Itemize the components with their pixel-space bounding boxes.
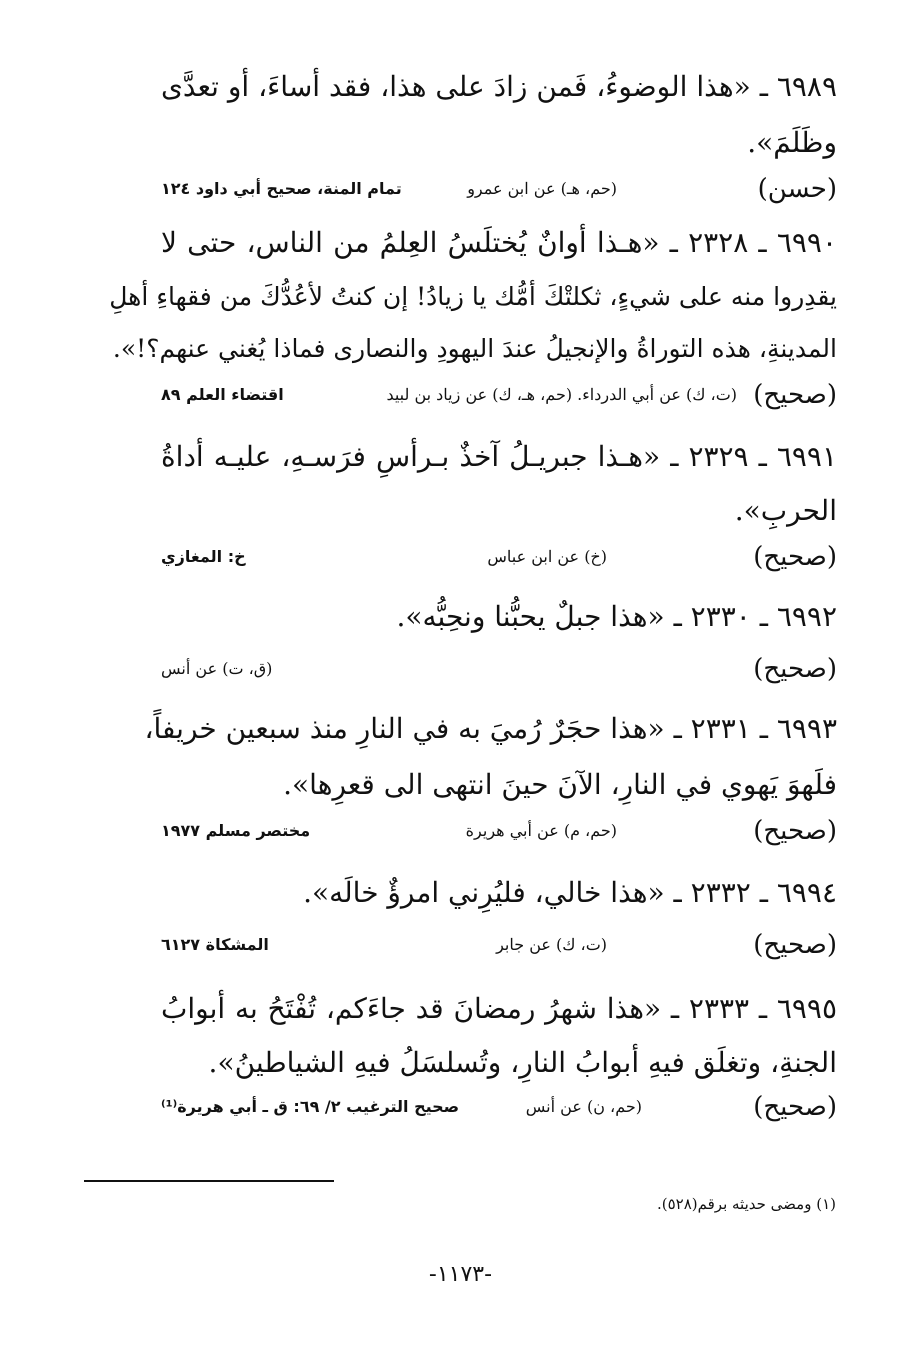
hadith-source-row [161,814,837,848]
hadith-source-row [161,1090,837,1124]
hadith-text-line: ٦٩٩٢ ـ ٢٣٣٠ ـ «هذا جبلٌ يحبُّنا ونحِبُّه». [396,600,837,633]
grade-label: ( صحيح ) [753,652,837,686]
hadith-entry-6991 [161,440,837,580]
narrator-source: (ت، ك) عن جابر [496,935,607,954]
hadith-entry-6990 [109,226,837,416]
hadith-source-row [161,172,837,206]
hadith-entry-6993 [144,712,837,852]
hadith-text-line: ٦٩٨٩ ـ «هذا الوضوءُ، فَمن زادَ على هذا، فقد أساءَ، أو تعدَّى [161,70,837,103]
hadith-text-line: فلَهوَ يَهوي في النارِ، الآنَ حينَ انتهى الى قعرِها». [283,768,837,801]
grade-label: ( صحيح ) [753,378,837,412]
hadith-entry-6992 [161,600,837,690]
hadith-source-row [161,378,837,412]
hadith-text-line: يقدِروا منه على شيءٍ، ثكلتْكَ أمُّك يا زيادُ! إن كنتُ لأعُدُّكَ من فقهاءِ أهلِ [109,282,837,311]
hadith-text-line: ٦٩٩٤ ـ ٢٣٣٢ ـ «هذا خالي، فليُرِني امرؤٌ خالَه». [303,876,837,909]
narrator-source: (خ) عن ابن عباس [487,547,607,566]
verification-reference: اقتضاء العلم ٨٩ [161,385,284,404]
verification-reference: تمام المنة، صحيح أبي داود ١٢٤ [161,179,402,198]
grade-label: ( صحيح ) [753,814,837,848]
narrator-source: (حم، م) عن أبي هريرة [465,821,617,840]
grade-label: ( صحيح ) [753,1090,837,1124]
hadith-text-line: ٦٩٩٣ ـ ٢٣٣١ ـ «هذا حجَرٌ رُميَ به في النارِ منذ سبعين خريفاً، [144,712,837,745]
narrator-source: (ت، ك) عن أبي الدرداء. (حم، هـ، ك) عن زياد بن لبيد [386,385,737,404]
verification-reference: صحيح الترغيب ٢/ ٦٩: ق ـ أبي هريرة⁽¹⁾ [161,1097,460,1116]
hadith-text-line: المدينةِ، هذه التوراةُ والإنجيلُ عندَ اليهودِ والنصارى فماذا يُغني عنهم؟!». [112,334,837,363]
verification-reference: خ: المغازي [161,547,246,566]
hadith-text-line: ٦٩٩١ ـ ٢٣٢٩ ـ «هـذا جبريـلُ آخذٌ بـرأسِ فرَسـهِ، عليـه أداةُ [161,440,837,473]
narrator-source: (حم، هـ) عن ابن عمرو [467,179,617,198]
hadith-text-line: ٦٩٩٥ ـ ٢٣٣٣ ـ «هذا شهرُ رمضانَ قد جاءَكم، تُفْتَحُ به أبوابُ [161,992,837,1025]
hadith-entry-6994 [161,876,837,966]
footnote-divider [84,1180,334,1182]
hadith-text-line: وظَلَمَ». [747,126,837,159]
hadith-source-row [161,652,837,686]
verification-reference: المشكاة ٦١٢٧ [161,935,269,954]
hadith-text-line: الحربِ». [734,494,837,527]
grade-label: ( صحيح ) [753,928,837,962]
page-number: -١١٧٣- [428,1262,493,1287]
hadith-text-line: ٦٩٩٠ ـ ٢٣٢٨ ـ «هـذا أوانٌ يُختلَسُ العِلمُ من الناس، حتى لا [161,226,837,259]
narrator-source: (حم، ن) عن أنس [525,1097,642,1116]
hadith-entry-6989 [161,68,837,218]
footnote: (١) ومضى حديثه برقم(٥٢٨). [656,1195,836,1213]
narrator-source: (ق، ت) عن أنس [161,659,273,678]
hadith-text-line: الجنةِ، وتغلَق فيهِ أبوابُ النارِ، وتُسلسَلُ فيهِ الشياطينُ». [208,1046,837,1079]
grade-label: ( حسن ) [758,172,837,206]
hadith-source-row [161,540,837,574]
hadith-source-row [161,928,837,962]
grade-label: ( صحيح ) [753,540,837,574]
hadith-entry-6995 [161,992,837,1142]
verification-reference: مختصر مسلم ١٩٧٧ [161,821,311,840]
